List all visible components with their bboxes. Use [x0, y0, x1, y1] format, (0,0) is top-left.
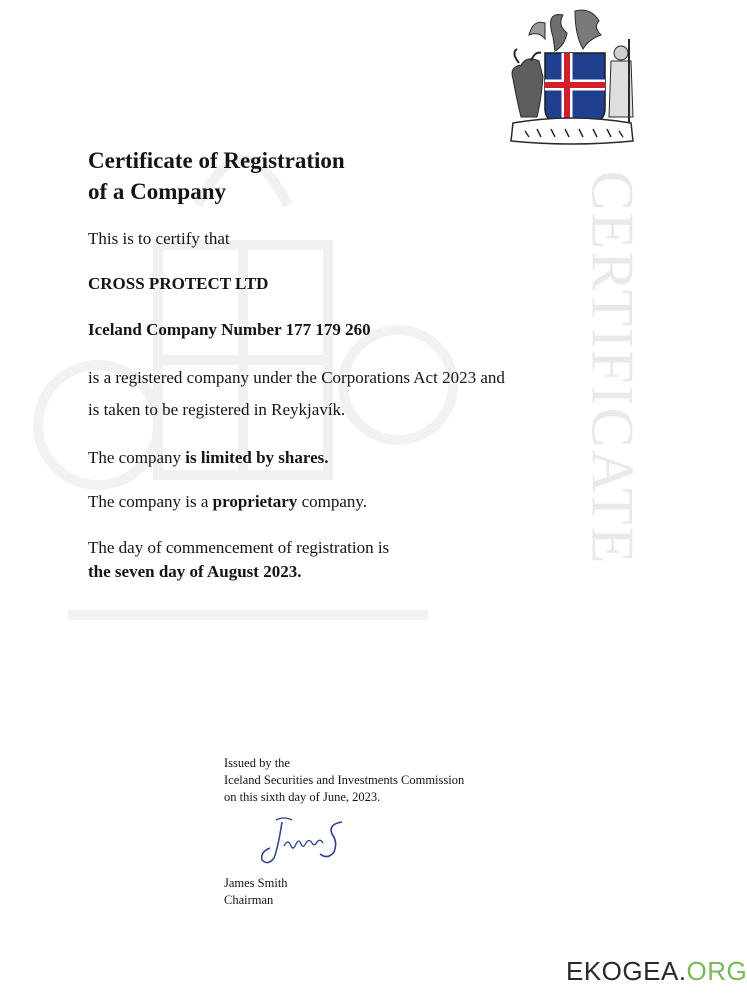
title-line-1: Certificate of Registration [88, 148, 345, 173]
certificate-watermark: CERTIFICATE [579, 170, 646, 566]
limited-by-shares-statement [88, 448, 329, 468]
proprietary-suffix: company. [297, 492, 368, 511]
proprietary-prefix: The company is a [88, 492, 213, 511]
registration-statement-line-1: is a registered company under the Corporations Act 2023 and [88, 368, 505, 387]
limited-bold: is limited by shares. [185, 448, 329, 467]
signer-block [224, 875, 288, 909]
company-number: Iceland Company Number 177 179 260 [88, 320, 371, 339]
logo-accent-text: ORG [686, 956, 747, 986]
proprietary-statement [88, 492, 367, 512]
signer-role: Chairman [224, 893, 274, 907]
issued-by-block [224, 755, 464, 806]
logo-main-text: EKOGEA. [566, 956, 687, 986]
limited-prefix: The company [88, 448, 186, 467]
registration-statement-line-2: is taken to be registered in Reykjavík. [88, 400, 346, 419]
ekogea-logo [566, 956, 747, 987]
company-name: CROSS PROTECT LTD [88, 274, 269, 293]
certify-intro: This is to certify that [88, 229, 230, 248]
iceland-coat-of-arms [505, 5, 637, 150]
title-line-2: of a Company [88, 179, 227, 204]
issued-line-1: Issued by the [224, 756, 290, 770]
issuing-authority: Iceland Securities and Investments Commission [224, 773, 465, 787]
issue-date: on this sixth day of June, 2023. [224, 790, 381, 804]
commencement-line-1: The day of commencement of registration is [88, 538, 390, 557]
proprietary-bold: proprietary [212, 492, 298, 511]
signer-name: James Smith [224, 876, 288, 890]
commencement-date: the seven day of August 2023. [88, 562, 302, 581]
certificate-title [88, 145, 468, 207]
handwritten-signature [258, 812, 354, 870]
